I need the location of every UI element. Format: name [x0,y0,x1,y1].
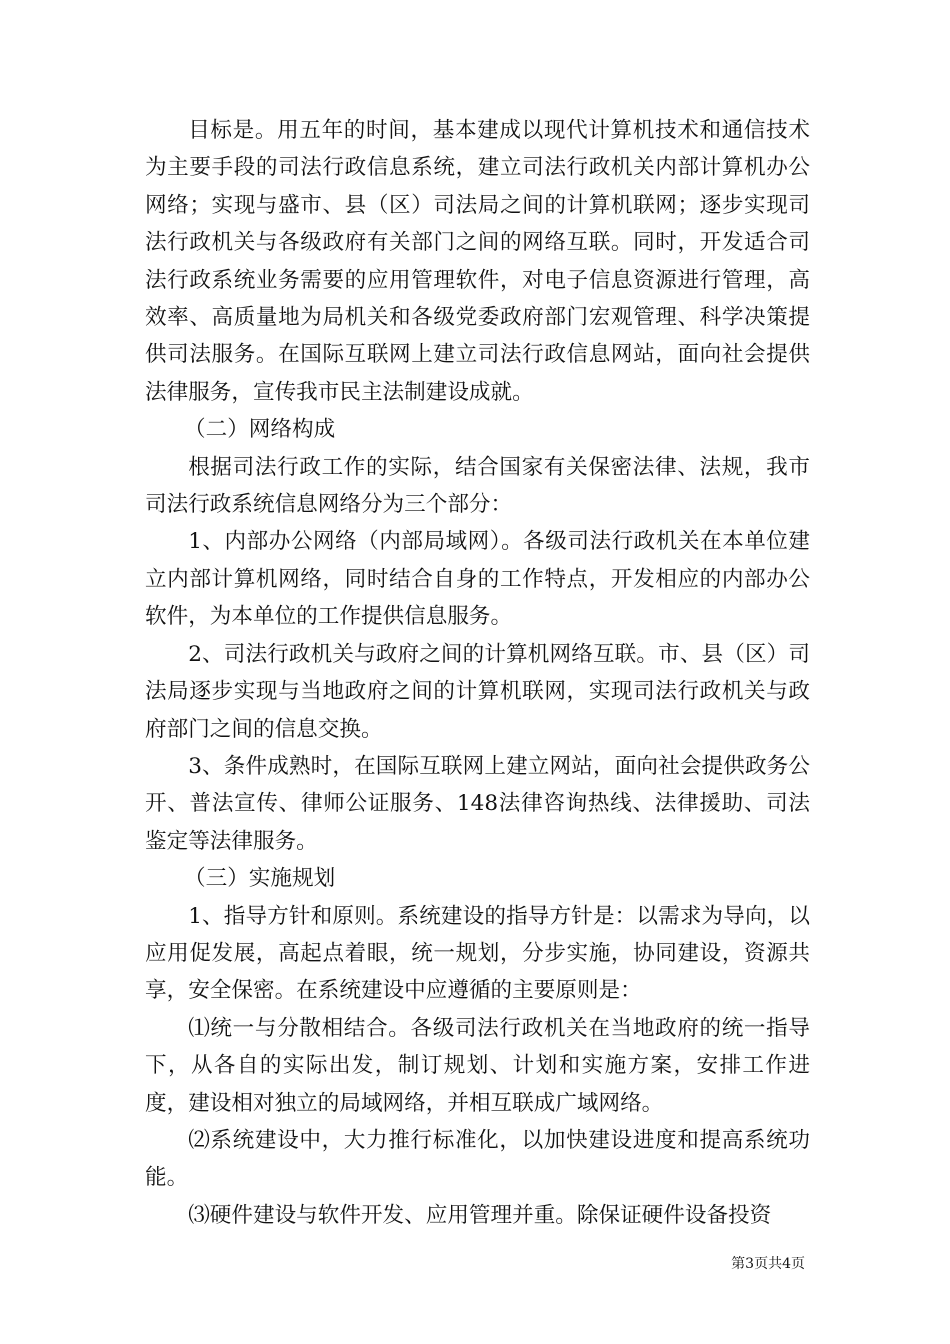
paragraph-government-interconnect: 2、司法行政机关与政府之间的计算机网络互联。市、县（区）司法局逐步实现与当地政府之间的计算机联网，实现司法行政机关与政府部门之间的信息交换。 [145,641,810,742]
paragraph-goals: 目标是。用五年的时间，基本建成以现代计算机技术和通信技术为主要手段的司法行政信息系统，建立司法行政机关内部计算机办公网络；实现与盛市、县（区）司法局之间的计算机联网；逐步实现司法行政机关与各级政府有关部门之间的网络互联。同时，开发适合司法行政系统业务需要的应用管理软件，对电子信息资源进行管理，高效率、高质量地为局机关和各级党委政府部门宏观管理、科学决策提供司法服务。在国际互联网上建立司法行政信息网站，面向社会提供法律服务，宣传我市民主法制建设成就。 [145,118,810,405]
paragraph-network-intro: 根据司法行政工作的实际，结合国家有关保密法律、法规，我市司法行政系统信息网络分为三个部分： [145,454,810,518]
document-body [145,112,810,1234]
paragraph-principle-1: ⑴统一与分散相结合。各级司法行政机关在当地政府的统一指导下，从各自的实际出发，制订规划、计划和实施方案，安排工作进度，建设相对独立的局域网络，并相互联成广域网络。 [145,1015,810,1116]
page-number-footer: 第3页共4页 [731,1256,805,1272]
section-heading-implementation-plan: （三）实施规划 [184,866,336,892]
section-heading-network-composition: （二）网络构成 [184,417,336,443]
paragraph-principle-3: ⑶硬件建设与软件开发、应用管理并重。除保证硬件设备投资 [188,1202,772,1228]
paragraph-principle-2: ⑵系统建设中，大力推行标准化，以加快建设进度和提高系统功能。 [145,1127,810,1191]
paragraph-internal-network: 1、内部办公网络（内部局域网）。各级司法行政机关在本单位建立内部计算机网络，同时结合自身的工作特点，开发相应的内部办公软件，为本单位的工作提供信息服务。 [145,529,810,630]
paragraph-guiding-principles: 1、指导方针和原则。系统建设的指导方针是：以需求为导向，以应用促发展，高起点着眼，统一规划，分步实施，协同建设，资源共享，安全保密。在系统建设中应遵循的主要原则是： [145,903,810,1004]
paragraph-internet-website: 3、条件成熟时，在国际互联网上建立网站，面向社会提供政务公开、普法宣传、律师公证服务、148法律咨询热线、法律援助、司法鉴定等法律服务。 [145,753,810,854]
